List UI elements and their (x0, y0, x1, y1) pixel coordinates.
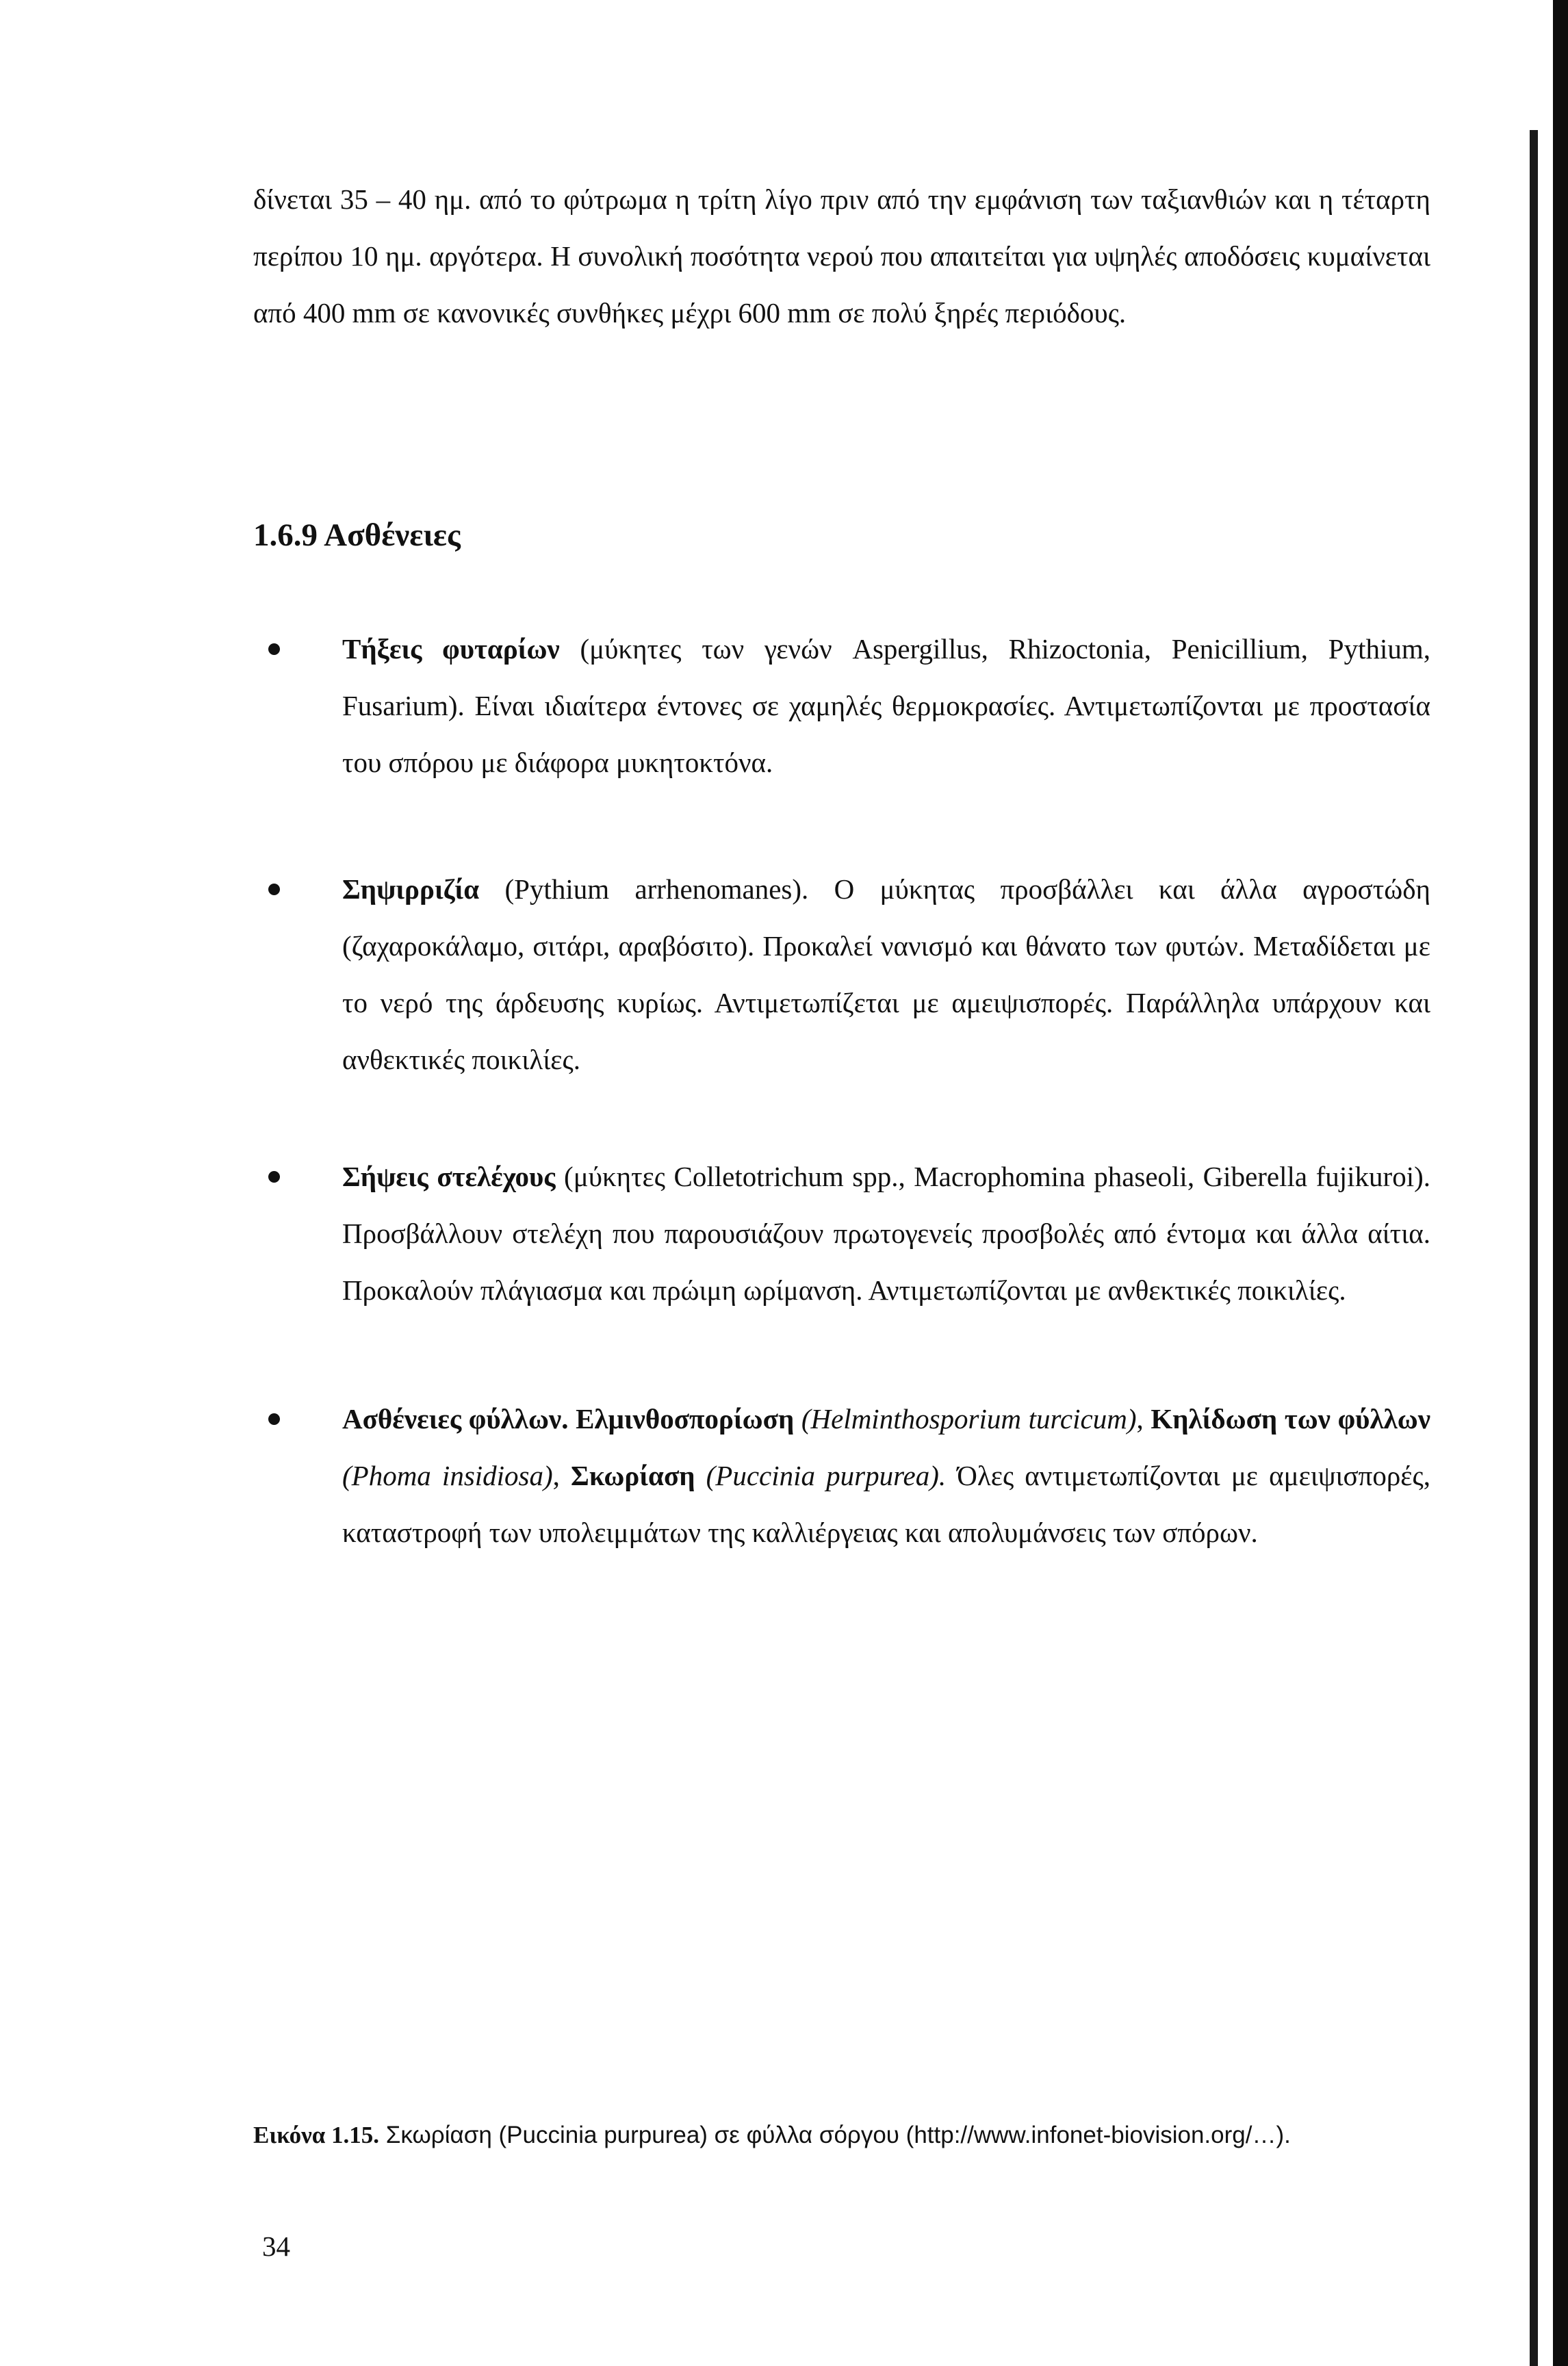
disease-description: (Pythium arrhenomanes). Ο μύκητας προσβάλλει και άλλα αγροστώδη (ζαχαροκάλαμο, σιτάρι, αραβόσιτο). Προκαλεί νανισμό και θάνατο των φυτών. Μεταδίδεται με το νερό της άρδευσης κυρίως. Αντιμετωπίζεται με αμειψισπορές. Παράλληλα υπάρχουν και ανθεκτικές ποικιλίες. (342, 873, 1430, 1075)
disease-subname: Σκωρίαση (571, 1460, 695, 1491)
disease-subname: Ελμινθοσπορίωση (576, 1403, 795, 1435)
disease-latin: (Puccinia purpurea). (706, 1460, 947, 1491)
figure-label: Εικόνα 1.15. (253, 2122, 380, 2148)
bullet-icon (268, 1413, 280, 1425)
list-item (253, 861, 1430, 1088)
disease-list (253, 621, 1430, 791)
disease-description: Όλες αντιμετωπίζονται με αμειψισπορές, καταστροφή των υπολειμμάτων της καλλιέργειας και απολυμάνσεις των σπόρων. (342, 1460, 1431, 1548)
bullet-icon (268, 643, 280, 655)
figure-caption (253, 2122, 1291, 2149)
disease-description: (μύκητες Colletotrichum spp., Macrophomina phaseoli, Giberella fujikuroi). Προσβάλλουν στελέχη που παρουσιάζουν πρωτογενείς προσβολές από έντομα και άλλα αίτια. Προκαλούν πλάγιασμα και πρώιμη ωρίμανση. Αντιμετωπίζονται με ανθεκτικές ποικιλίες. (342, 1161, 1430, 1306)
disease-list (253, 1391, 1430, 1561)
list-item (253, 621, 1430, 791)
disease-list (253, 1148, 1430, 1319)
bullet-icon (268, 1171, 280, 1183)
disease-description: (μύκητες των γενών Aspergillus, Rhizoctonia, Penicillium, Pythium, Fusarium). Είναι ιδιαίτερα έντονες σε χαμηλές θερμοκρασίες. Αντιμετωπίζονται με προστασία του σπόρου με διάφορα μυκητοκτόνα. (342, 633, 1430, 778)
document-body (253, 171, 1431, 1548)
page-edge-bar (1553, 0, 1568, 2366)
page-edge-line (1530, 130, 1538, 2366)
disease-list (253, 861, 1430, 1088)
section-heading: 1.6.9 Ασθένειες (253, 517, 461, 553)
bullet-icon (268, 884, 280, 895)
list-item (253, 1148, 1430, 1319)
disease-subname: Κηλίδωση των φύλλων (1151, 1403, 1431, 1435)
page-number: 34 (262, 2230, 290, 2262)
figure-caption-text: Σκωρίαση (Puccinia purpurea) σε φύλλα σόργου (http://www.infonet-biovision.org/…). (379, 2122, 1291, 2148)
disease-latin: (Phoma insidiosa) (342, 1460, 553, 1491)
list-item: Ασθένειες φύλλων. Ελμινθοσπορίωση (Helminthosporium turcicum), Κηλίδωση των φύλλων (Phoma insidiosa), Σκωρίαση (Puccinia purpurea). Όλες αντιμετωπίζονται με αμειψισπορές, καταστροφή των υπολειμμάτων της καλλιέργειας και απολυμάνσεις των σπόρων. (253, 1391, 1430, 1561)
disease-name: Τήξεις φυταρίων (342, 633, 560, 665)
intro-paragraph: δίνεται 35 – 40 ημ. από το φύτρωμα η τρίτη λίγο πριν από την εμφάνιση των ταξιανθιών και η τέταρτη περίπου 10 ημ. αργότερα. Η συνολική ποσότητα νερού που απαιτείται για υψηλές αποδόσεις κυμαίνεται από 400 mm σε κανονικές συνθήκες μέχρι 600 mm σε πολύ ξηρές περιόδους. (253, 183, 1430, 329)
disease-latin: (Helminthosporium turcicum) (801, 1403, 1137, 1435)
disease-name: Ασθένειες φύλλων. (342, 1403, 569, 1435)
disease-name: Σήψεις στελέχους (342, 1161, 556, 1192)
disease-name: Σηψιρριζία (342, 873, 480, 905)
